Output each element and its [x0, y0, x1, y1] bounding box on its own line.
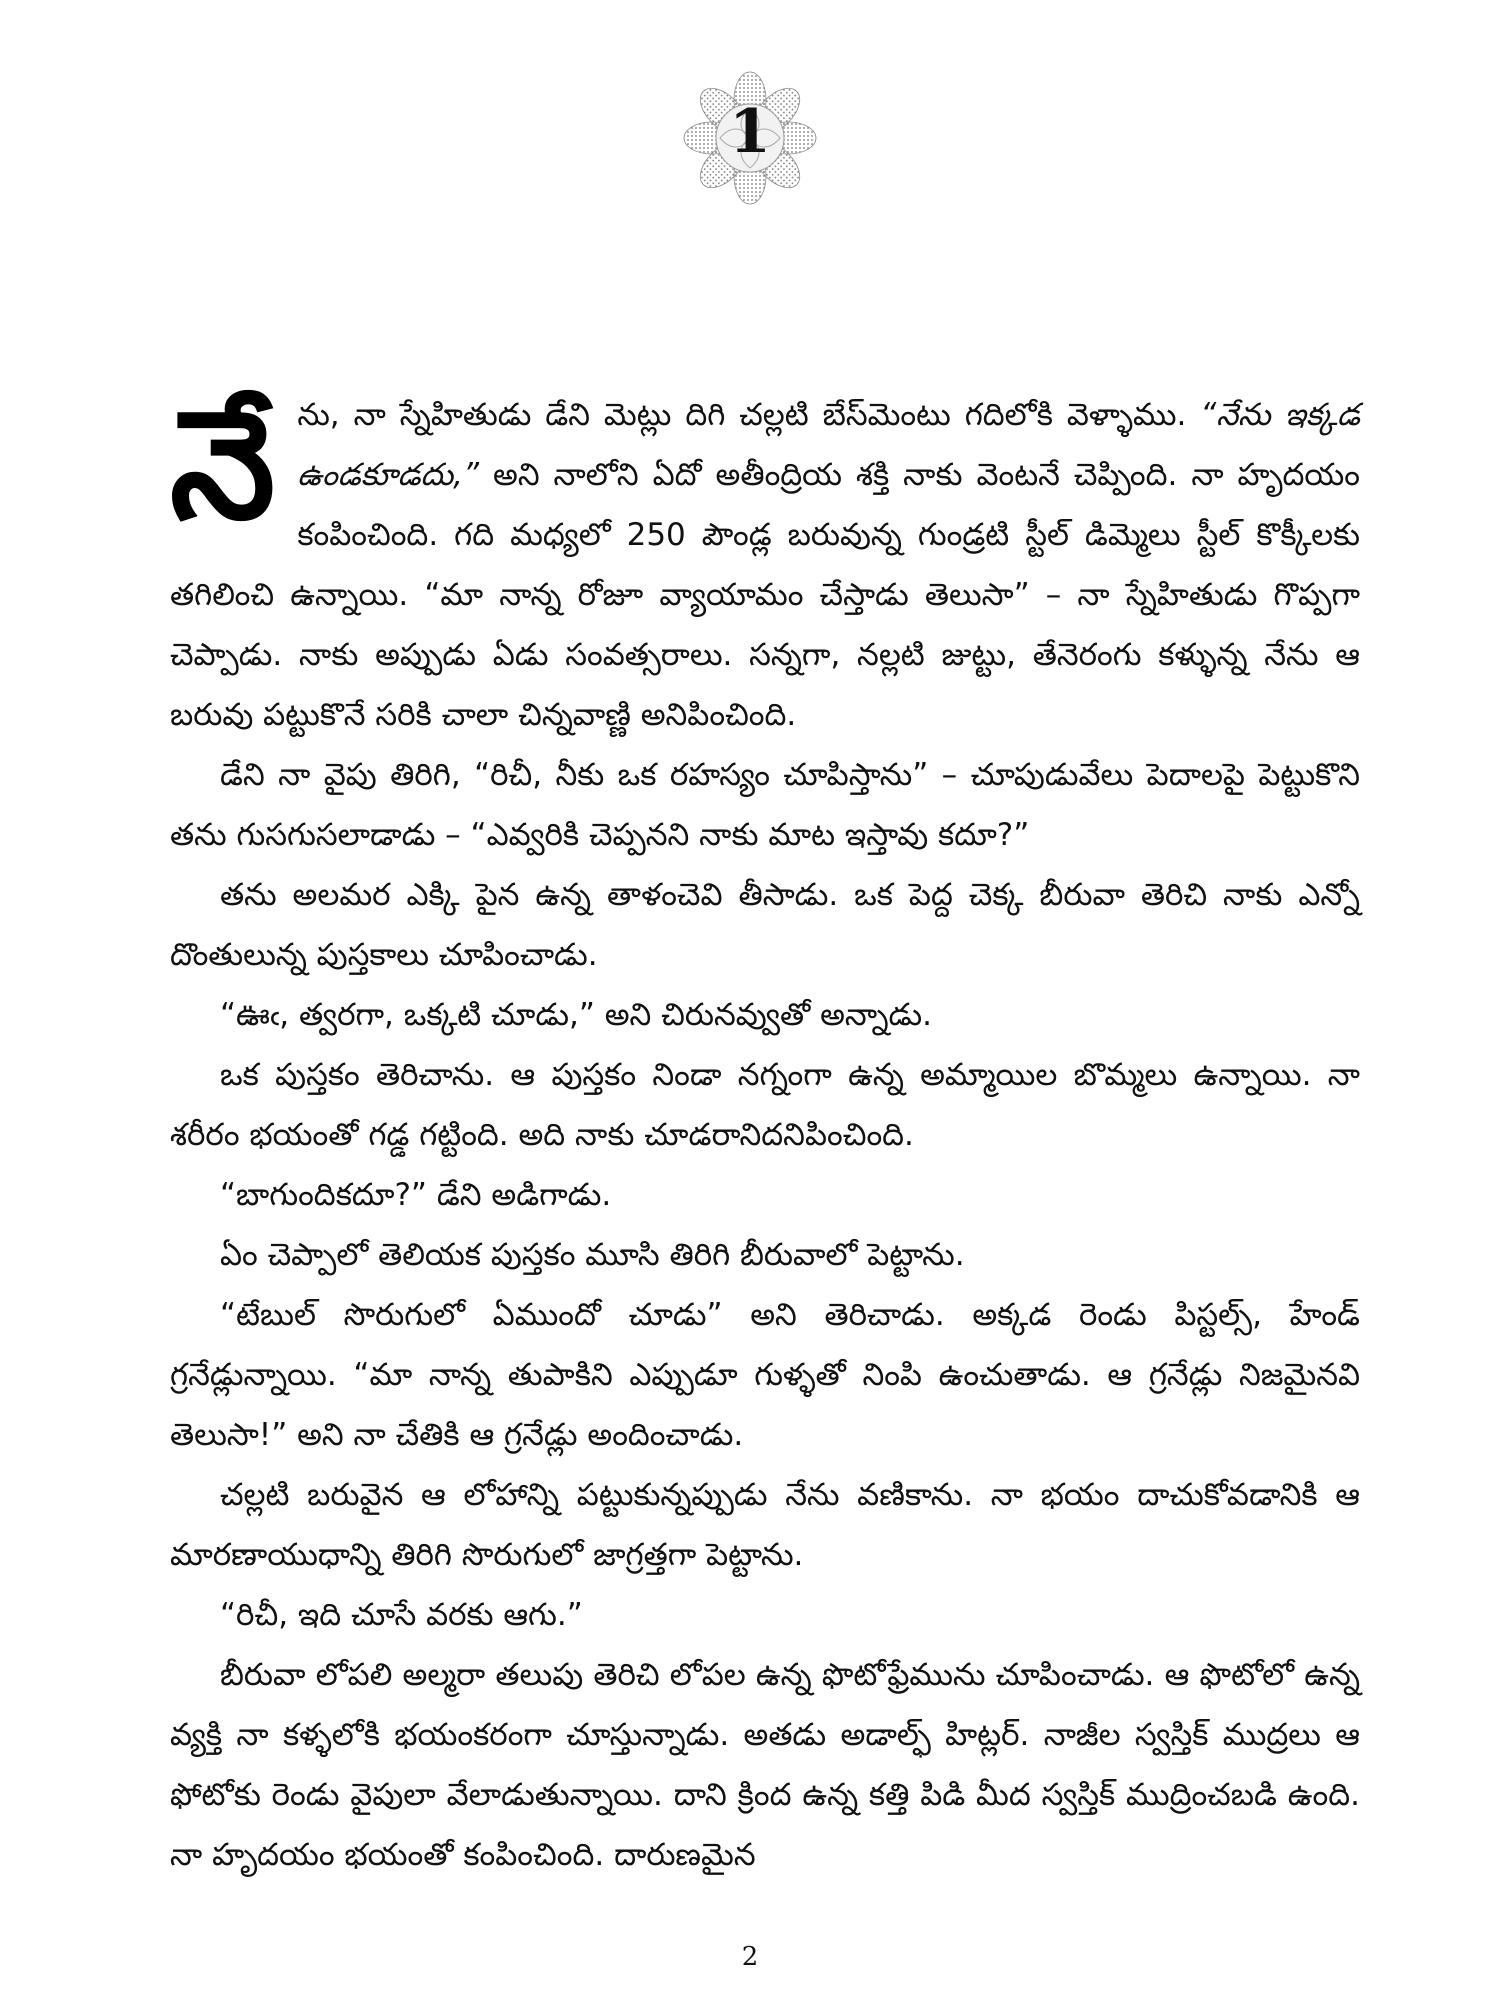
paragraph: ఒక పుస్తకం తెరిచాను. ఆ పుస్తకం నిండా నగ్నంగా ఉన్న అమ్మాయిల బొమ్మలు ఉన్నాయి. నా శరీరం భయంతో గడ్డ గట్టింది. అది నాకు చూడరానిదనిపించింది. — [170, 1057, 1360, 1153]
inner-voice-quote: “నేను ఇక్కడ ఉండకూడదు,” — [297, 397, 1360, 493]
paragraph: “బాగుందికదూ?” డేని అడిగాడు. — [220, 1177, 612, 1213]
paragraph: “టేబుల్ సొరుగులో ఏముందో చూడు” అని తెరిచాడు. అక్కడ రెండు పిస్టల్స్, హేండ్ గ్రనేడ్లున్నాయి. “మా నాన్న తుపాకిని ఎప్పుడూ గుళ్ళతో నింపి ఉంచుతాడు. ఆ గ్రనేడ్లు నిజమైనవి తెలుసా!” అని నా చేతికి ఆ గ్రనేడ్లు అందించాడు. — [170, 1297, 1360, 1453]
page-number: 2 — [741, 1942, 759, 1972]
chapter-number: 1 — [729, 97, 771, 167]
paragraph — [170, 379, 1360, 745]
paragraph: బీరువా లోపలి అల్మరా తలుపు తెరిచి లోపల ఉన్న ఫొటోఫ్రేమును చూపించాడు. ఆ ఫొటోలో ఉన్న వ్యక్తి నా కళ్ళలోకి భయంకరంగా చూస్తున్నాడు. అతడు అడాల్ఫ్ హిట్లర్. నాజీల స్వస్తిక్ ముద్రలు ఆ ఫోటోకు రెండు వైపులా వేలాడుతున్నాయి. దాని క్రింద ఉన్న కత్తి పిడి మీద స్వస్తిక్ ముద్రించబడి ఉంది. నా హృదయం భయంతో కంపించింది. దారుణమైన — [170, 1657, 1360, 1873]
paragraph-lead: ను, నా స్నేహితుడు డేని మెట్లు దిగి చల్లటి బేస్‌మెంటు గదిలోకి వెళ్ళాము. — [297, 397, 1201, 433]
drop-cap: నే — [170, 379, 276, 553]
paragraph: తను అలమర ఎక్కి పైన ఉన్న తాళంచెవి తీసాడు. ఒక పెద్ద చెక్క బీరువా తెరిచి నాకు ఎన్నో దొంతులున్న పుస్తకాలు చూపించాడు. — [170, 877, 1360, 973]
paragraph-tail: అని నాలోని ఏదో అతీంద్రియ శక్తి నాకు వెంటనే చెప్పింది. నా హృదయం కంపించింది. గది మధ్యలో 250 పౌండ్ల బరువున్న గుండ్రటి స్టీల్ డిమ్మెలు స్టీల్ కొక్కీలకు తగిలించి ఉన్నాయి. “మా నాన్న రోజూ వ్యాయామం చేస్తాడు తెలుసా” – నా స్నేహితుడు గొప్పగా చెప్పాడు. నాకు అప్పుడు ఏడు సంవత్సరాలు. సన్నగా, నల్లటి జుట్టు, తేనెరంగు కళ్ళున్న నేను ఆ బరువు పట్టుకొనే సరికి చాలా చిన్నవాణ్ణి అనిపించింది. — [170, 457, 1360, 733]
body-text — [170, 379, 1360, 1885]
paragraph: ఏం చెప్పాలో తెలియక పుస్తకం మూసి తిరిగి బీరువాలో పెట్టాను. — [220, 1237, 965, 1273]
paragraph: “రిచీ, ఇది చూసే వరకు ఆగు.” — [220, 1597, 583, 1633]
paragraph: చల్లటి బరువైన ఆ లోహాన్ని పట్టుకున్నప్పుడు నేను వణికాను. నా భయం దాచుకోవడానికి ఆ మారణాయుధాన్ని తిరిగి సొరుగులో జాగ్రత్తగా పెట్టాను. — [170, 1477, 1360, 1573]
paragraph: డేని నా వైపు తిరిగి, “రిచీ, నీకు ఒక రహస్యం చూపిస్తాను” – చూపుడువేలు పెదాలపై పెట్టుకొని తను గుసగుసలాడాడు – “ఎవ్వరికి చెప్పనని నాకు మాట ఇస్తావు కదూ?” — [170, 757, 1360, 853]
paragraph: “ఊఁ, త్వరగా, ఒక్కటి చూడు,” అని చిరునవ్వుతో అన్నాడు. — [220, 997, 933, 1033]
